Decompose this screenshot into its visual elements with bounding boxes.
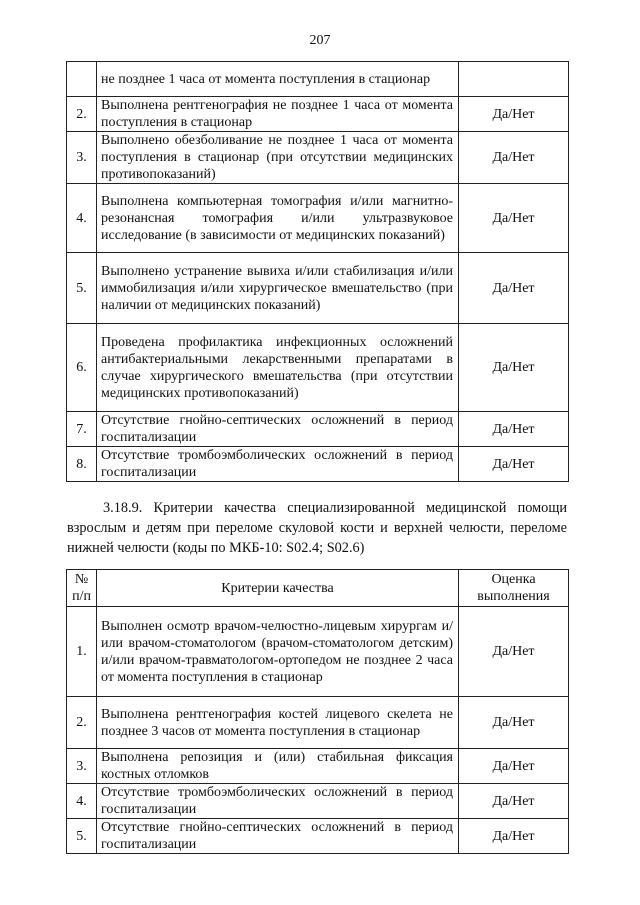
row-number: 5. [67, 819, 97, 854]
criterion-text: Выполнена компьютерная томография и/или магнитно-резонансная томография и/или ультразвуковое исследование (в зависимости от медицинских показаний) [97, 184, 459, 253]
row-number [67, 62, 97, 97]
table-row [67, 62, 569, 97]
row-number: 4. [67, 784, 97, 819]
criterion-text: Отсутствие гнойно-септических осложнений в период госпитализации [97, 412, 459, 447]
table-row [67, 132, 569, 184]
table-row [67, 784, 569, 819]
result-cell: Да/Нет [459, 132, 569, 184]
row-number: 8. [67, 447, 97, 482]
criterion-text: Отсутствие гнойно-септических осложнений в период госпитализации [97, 819, 459, 854]
table-row [67, 97, 569, 132]
table-row [67, 819, 569, 854]
criterion-text: Выполнен осмотр врачом-челюстно-лицевым хирургам и/или врачом-стоматологом (врачом-стоматологом детским) и/или врачом-травматологом-ортопедом не позднее 2 часа от момента поступления в стационар [97, 607, 459, 697]
criterion-text: Проведена профилактика инфекционных осложнений антибактериальными лекарственными препаратами в случае хирургического вмешательства (при отсутствии медицинских противопоказаний) [97, 324, 459, 412]
result-cell: Да/Нет [459, 697, 569, 749]
table-row [67, 253, 569, 324]
result-cell: Да/Нет [459, 97, 569, 132]
table-row [67, 447, 569, 482]
criterion-text: Выполнено устранение вывиха и/или стабилизация и/или иммобилизация и/или хирургическое вмешательство (при наличии от медицинских показаний) [97, 253, 459, 324]
row-number: 4. [67, 184, 97, 253]
row-number: 3. [67, 132, 97, 184]
row-number: 5. [67, 253, 97, 324]
result-cell: Да/Нет [459, 749, 569, 784]
criterion-text: Отсутствие тромбоэмболических осложнений в период госпитализации [97, 447, 459, 482]
criterion-text: Выполнена рентгенография не позднее 1 часа от момента поступления в стационар [97, 97, 459, 132]
table-row [67, 607, 569, 697]
result-cell: Да/Нет [459, 607, 569, 697]
row-number: 6. [67, 324, 97, 412]
table-row [67, 324, 569, 412]
table-row [67, 697, 569, 749]
row-number: 3. [67, 749, 97, 784]
header-number: № п/п [67, 570, 97, 607]
result-cell: Да/Нет [459, 784, 569, 819]
header-criteria: Критерии качества [97, 570, 459, 607]
quality-criteria-table [66, 569, 569, 854]
result-cell: Да/Нет [459, 253, 569, 324]
row-number: 1. [67, 607, 97, 697]
table-row [67, 749, 569, 784]
row-number: 7. [67, 412, 97, 447]
criterion-text: Выполнена репозиция и (или) стабильная фиксация костных отломков [97, 749, 459, 784]
section-heading: 3.18.9. Критерии качества специализированной медицинской помощи взрослым и детям при переломе скуловой кости и верхней челюсти, переломе нижней челюсти (коды по МКБ-10: S02.4; S02.6) [67, 500, 567, 556]
table-row [67, 184, 569, 253]
result-cell [459, 62, 569, 97]
result-cell: Да/Нет [459, 324, 569, 412]
criterion-text: Выполнена рентгенография костей лицевого скелета не позднее 3 часов от момента поступления в стационар [97, 697, 459, 749]
row-number: 2. [67, 97, 97, 132]
result-cell: Да/Нет [459, 184, 569, 253]
criterion-text: Выполнено обезболивание не позднее 1 часа от момента поступления в стационар (при отсутствии медицинских противопоказаний) [97, 132, 459, 184]
quality-criteria-table-continued [66, 61, 569, 482]
row-number: 2. [67, 697, 97, 749]
table-header-row [67, 570, 569, 607]
table-row [67, 412, 569, 447]
page-number: 207 [309, 33, 331, 48]
result-cell: Да/Нет [459, 412, 569, 447]
criterion-text: не позднее 1 часа от момента поступления в стационар [97, 62, 459, 97]
header-result: Оценка выполнения [459, 570, 569, 607]
result-cell: Да/Нет [459, 447, 569, 482]
criterion-text: Отсутствие тромбоэмболических осложнений в период госпитализации [97, 784, 459, 819]
result-cell: Да/Нет [459, 819, 569, 854]
